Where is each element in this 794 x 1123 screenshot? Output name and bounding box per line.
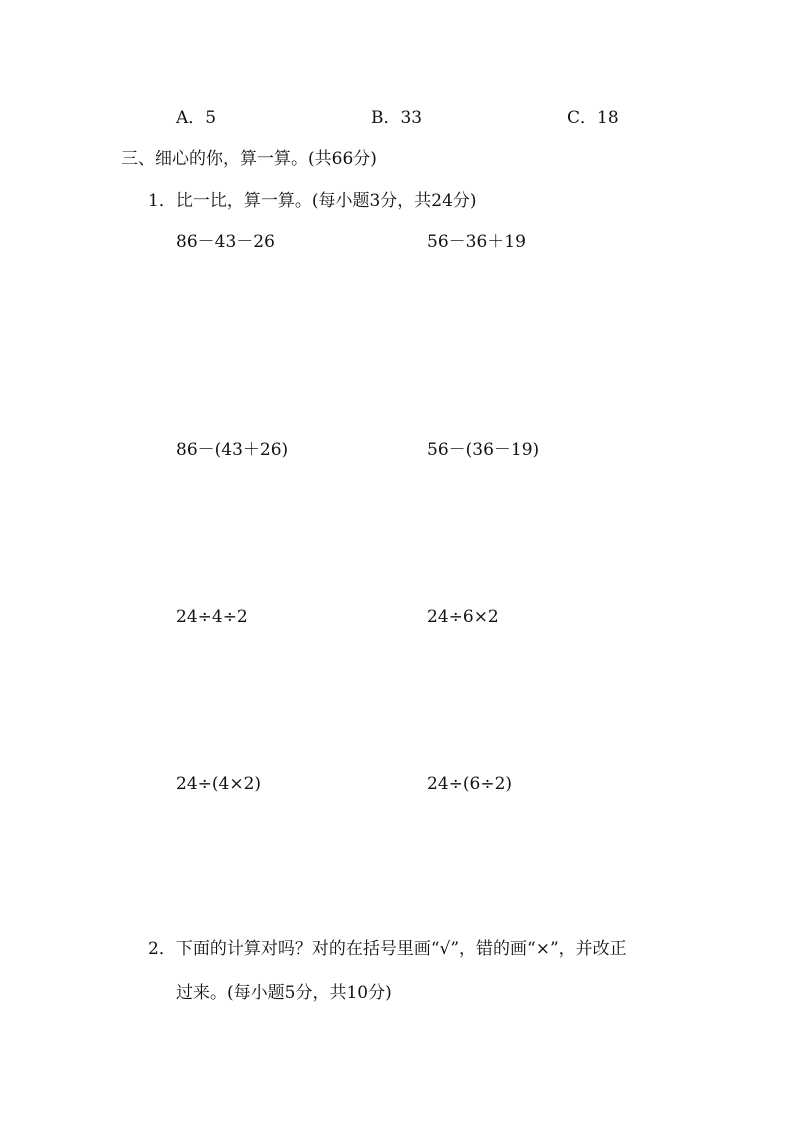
option-b: B．33 — [371, 108, 423, 128]
expression: 24÷6×2 — [427, 607, 499, 627]
expression: 86－(43＋26) — [176, 440, 289, 460]
expression: 56－(36－19) — [427, 440, 540, 460]
expression: 24÷(6÷2) — [427, 774, 513, 794]
question-1-title: 1．比一比，算一算。(每小题3分，共24分) — [148, 191, 477, 211]
option-a: A．5 — [176, 108, 217, 128]
expression: 86－43－26 — [176, 232, 275, 252]
expression: 24÷(4×2) — [176, 774, 262, 794]
expression: 24÷4÷2 — [176, 607, 248, 627]
expression: 56－36＋19 — [427, 232, 526, 252]
question-2-title-line-1: 2．下面的计算对吗？对的在括号里画“√”，错的画“×”，并改正 — [148, 939, 627, 959]
section-title: 三、细心的你，算一算。(共66分) — [121, 149, 377, 169]
question-2-title-line-2: 过来。(每小题5分，共10分) — [176, 983, 392, 1003]
option-c: C．18 — [567, 108, 619, 128]
